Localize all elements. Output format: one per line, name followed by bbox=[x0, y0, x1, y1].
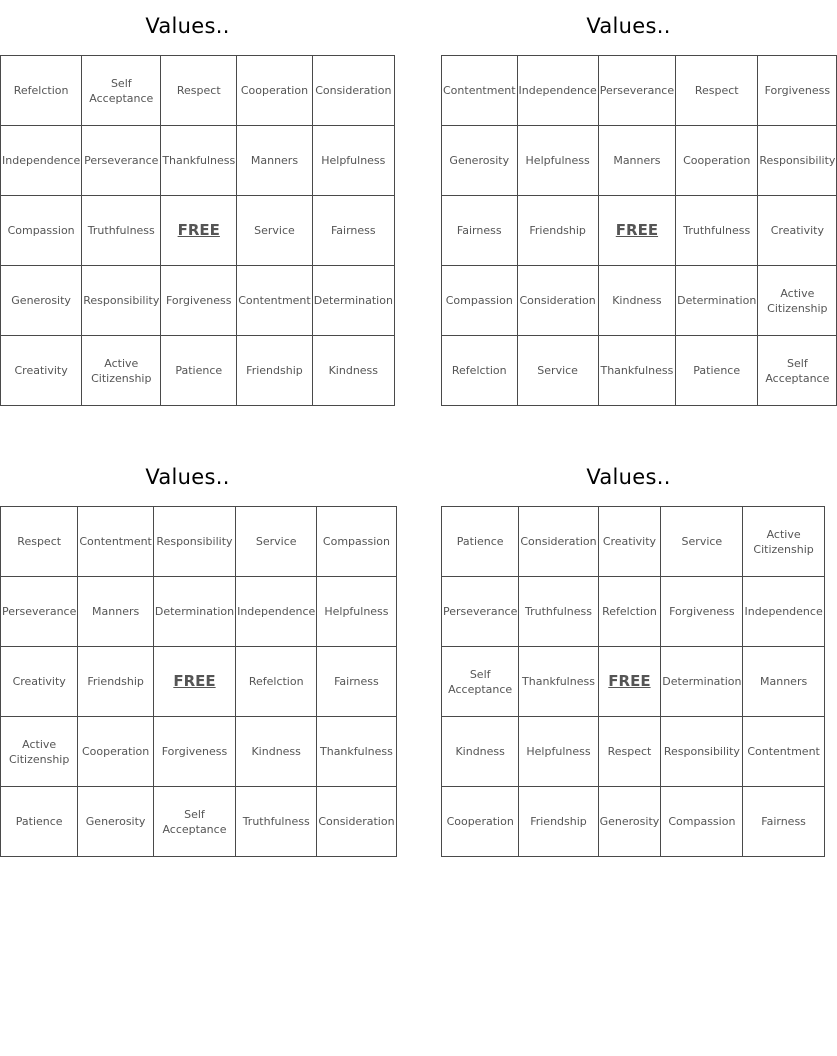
value-cell: Service bbox=[236, 507, 317, 577]
grid-row bbox=[442, 717, 825, 787]
value-cell: Determination bbox=[676, 266, 758, 336]
free-space-cell: FREE bbox=[161, 196, 237, 266]
value-cell: Responsibility bbox=[661, 717, 743, 787]
value-cell: Generosity bbox=[1, 266, 82, 336]
bingo-grid bbox=[441, 55, 837, 406]
value-cell: Kindness bbox=[442, 717, 519, 787]
value-cell: Self Acceptance bbox=[442, 647, 519, 717]
value-cell: Friendship bbox=[237, 336, 313, 406]
value-cell: Truthfulness bbox=[676, 196, 758, 266]
value-cell: Compassion bbox=[442, 266, 518, 336]
value-cell: Perseverance bbox=[442, 577, 519, 647]
value-cell: Friendship bbox=[78, 647, 154, 717]
value-cell: Cooperation bbox=[442, 787, 519, 857]
value-cell: Forgiveness bbox=[153, 717, 235, 787]
value-cell: Contentment bbox=[743, 717, 824, 787]
value-cell: Manners bbox=[237, 126, 313, 196]
value-cell: Manners bbox=[743, 647, 824, 717]
card-title: Values.. bbox=[586, 465, 671, 489]
grid-row bbox=[1, 126, 395, 196]
value-cell: Determination bbox=[153, 577, 235, 647]
value-cell: Responsibility bbox=[82, 266, 161, 336]
value-cell: Kindness bbox=[598, 266, 675, 336]
value-cell: Responsibility bbox=[153, 507, 235, 577]
grid-row bbox=[442, 336, 837, 406]
value-cell: Refelction bbox=[598, 577, 661, 647]
value-cell: Consideration bbox=[519, 507, 598, 577]
value-cell: Thankfulness bbox=[519, 647, 598, 717]
value-cell: Perseverance bbox=[598, 56, 675, 126]
grid-row bbox=[442, 266, 837, 336]
card-title: Values.. bbox=[586, 14, 671, 38]
card-title: Values.. bbox=[145, 14, 230, 38]
value-cell: Patience bbox=[442, 507, 519, 577]
free-space-cell: FREE bbox=[153, 647, 235, 717]
value-cell: Perseverance bbox=[82, 126, 161, 196]
grid-row bbox=[1, 196, 395, 266]
value-cell: Truthfulness bbox=[82, 196, 161, 266]
value-cell: Kindness bbox=[312, 336, 394, 406]
value-cell: Contentment bbox=[78, 507, 154, 577]
value-cell: Contentment bbox=[442, 56, 518, 126]
grid-row bbox=[1, 787, 397, 857]
value-cell: Creativity bbox=[1, 647, 78, 717]
value-cell: Independence bbox=[517, 56, 598, 126]
free-space-cell: FREE bbox=[598, 647, 661, 717]
value-cell: Cooperation bbox=[676, 126, 758, 196]
grid-row bbox=[442, 787, 825, 857]
value-cell: Friendship bbox=[517, 196, 598, 266]
value-cell: Contentment bbox=[237, 266, 313, 336]
grid-row bbox=[1, 336, 395, 406]
free-space-cell: FREE bbox=[598, 196, 675, 266]
grid-row bbox=[442, 507, 825, 577]
value-cell: Helpfulness bbox=[517, 126, 598, 196]
value-cell: Helpfulness bbox=[317, 577, 396, 647]
value-cell: Independence bbox=[1, 126, 82, 196]
bingo-grid bbox=[0, 506, 397, 857]
value-cell: Kindness bbox=[236, 717, 317, 787]
grid-row bbox=[442, 56, 837, 126]
value-cell: Generosity bbox=[598, 787, 661, 857]
value-cell: Manners bbox=[598, 126, 675, 196]
grid-row bbox=[442, 577, 825, 647]
value-cell: Refelction bbox=[236, 647, 317, 717]
value-cell: Active Citizenship bbox=[82, 336, 161, 406]
grid-row bbox=[1, 266, 395, 336]
value-cell: Perseverance bbox=[1, 577, 78, 647]
value-cell: Independence bbox=[743, 577, 824, 647]
value-cell: Compassion bbox=[661, 787, 743, 857]
value-cell: Creativity bbox=[758, 196, 837, 266]
value-cell: Refelction bbox=[1, 56, 82, 126]
value-cell: Active Citizenship bbox=[1, 717, 78, 787]
value-cell: Consideration bbox=[312, 56, 394, 126]
grid-row bbox=[1, 507, 397, 577]
value-cell: Determination bbox=[312, 266, 394, 336]
value-cell: Active Citizenship bbox=[758, 266, 837, 336]
grid-row bbox=[1, 647, 397, 717]
value-cell: Fairness bbox=[743, 787, 824, 857]
grid-row bbox=[442, 126, 837, 196]
value-cell: Independence bbox=[236, 577, 317, 647]
value-cell: Generosity bbox=[78, 787, 154, 857]
value-cell: Fairness bbox=[442, 196, 518, 266]
card-title: Values.. bbox=[145, 465, 230, 489]
value-cell: Creativity bbox=[1, 336, 82, 406]
bingo-grid bbox=[441, 506, 825, 857]
value-cell: Service bbox=[517, 336, 598, 406]
value-cell: Manners bbox=[78, 577, 154, 647]
value-cell: Friendship bbox=[519, 787, 598, 857]
value-cell: Helpfulness bbox=[312, 126, 394, 196]
value-cell: Thankfulness bbox=[598, 336, 675, 406]
value-cell: Consideration bbox=[317, 787, 396, 857]
value-cell: Forgiveness bbox=[161, 266, 237, 336]
grid-row bbox=[442, 196, 837, 266]
value-cell: Respect bbox=[598, 717, 661, 787]
value-cell: Respect bbox=[161, 56, 237, 126]
bingo-grid bbox=[0, 55, 395, 406]
value-cell: Forgiveness bbox=[758, 56, 837, 126]
grid-row bbox=[1, 56, 395, 126]
value-cell: Service bbox=[661, 507, 743, 577]
value-cell: Self Acceptance bbox=[153, 787, 235, 857]
value-cell: Self Acceptance bbox=[82, 56, 161, 126]
value-cell: Patience bbox=[161, 336, 237, 406]
value-cell: Thankfulness bbox=[317, 717, 396, 787]
value-cell: Patience bbox=[1, 787, 78, 857]
value-cell: Cooperation bbox=[78, 717, 154, 787]
value-cell: Consideration bbox=[517, 266, 598, 336]
value-cell: Forgiveness bbox=[661, 577, 743, 647]
value-cell: Fairness bbox=[317, 647, 396, 717]
value-cell: Respect bbox=[676, 56, 758, 126]
value-cell: Fairness bbox=[312, 196, 394, 266]
grid-row bbox=[1, 577, 397, 647]
value-cell: Compassion bbox=[1, 196, 82, 266]
value-cell: Truthfulness bbox=[236, 787, 317, 857]
value-cell: Responsibility bbox=[758, 126, 837, 196]
value-cell: Truthfulness bbox=[519, 577, 598, 647]
value-cell: Determination bbox=[661, 647, 743, 717]
value-cell: Self Acceptance bbox=[758, 336, 837, 406]
value-cell: Patience bbox=[676, 336, 758, 406]
grid-row bbox=[1, 717, 397, 787]
value-cell: Helpfulness bbox=[519, 717, 598, 787]
value-cell: Active Citizenship bbox=[743, 507, 824, 577]
value-cell: Compassion bbox=[317, 507, 396, 577]
value-cell: Creativity bbox=[598, 507, 661, 577]
value-cell: Thankfulness bbox=[161, 126, 237, 196]
value-cell: Cooperation bbox=[237, 56, 313, 126]
value-cell: Respect bbox=[1, 507, 78, 577]
value-cell: Generosity bbox=[442, 126, 518, 196]
value-cell: Service bbox=[237, 196, 313, 266]
grid-row bbox=[442, 647, 825, 717]
value-cell: Refelction bbox=[442, 336, 518, 406]
